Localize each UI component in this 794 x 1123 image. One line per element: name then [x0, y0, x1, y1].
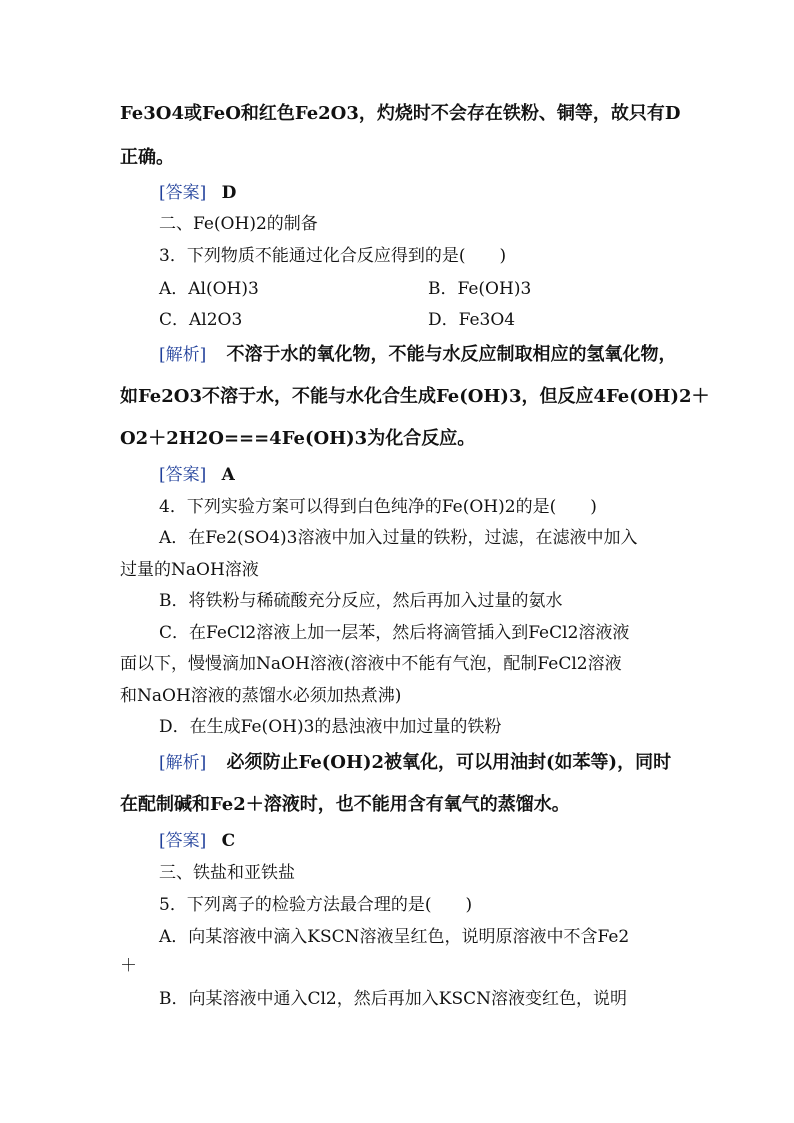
option-d: D．在生成Fe(OH)3的悬浊液中加过量的铁粉 — [159, 717, 502, 737]
option-a-continued: 过量的NaOH溶液 — [120, 560, 259, 580]
analysis-text: O2＋2H2O===4Fe(OH)3为化合反应。 — [120, 428, 476, 449]
option-b: B．将铁粉与稀硫酸充分反应，然后再加入过量的氨水 — [159, 591, 563, 611]
option-a-continued: ＋ — [120, 956, 137, 976]
option-a: A．向某溶液中滴入KSCN溶液呈红色，说明原溶液中不含Fe2 — [159, 927, 630, 947]
answer-line — [159, 464, 235, 486]
option-d: D．Fe3O4 — [428, 310, 516, 330]
analysis-text: 在配制碱和Fe2＋溶液时，也不能用含有氧气的蒸馏水。 — [120, 794, 570, 815]
analysis-tag: [解析] — [159, 753, 207, 773]
section-heading: 二、Fe(OH)2的制备 — [159, 214, 318, 234]
answer-tag: [答案] — [159, 465, 207, 485]
option-b: B．Fe(OH)3 — [428, 279, 532, 299]
question-stem: 5．下列离子的检验方法最合理的是( ) — [159, 895, 473, 915]
analysis-tag: [解析] — [159, 345, 207, 365]
answer-line — [159, 182, 236, 204]
analysis-text: 不溶于水的氧化物，不能与水反应制取相应的氢氧化物， — [226, 344, 677, 365]
analysis-text: 必须防止Fe(OH)2被氧化，可以用油封(如苯等)，同时 — [226, 752, 672, 773]
answer-value: C — [221, 831, 236, 851]
question-stem: 3．下列物质不能通过化合反应得到的是( ) — [159, 246, 507, 266]
answer-value: A — [221, 465, 235, 485]
option-a: A．在Fe2(SO4)3溶液中加入过量的铁粉，过滤，在滤液中加入 — [159, 528, 638, 548]
option-c: C．在FeCl2溶液上加一层苯，然后将滴管插入到FeCl2溶液液 — [159, 623, 630, 643]
option-c: C．Al2O3 — [159, 310, 243, 330]
option-c-continued: 和NaOH溶液的蒸馏水必须加热煮沸) — [120, 686, 402, 706]
option-b: B．向某溶液中通入Cl2，然后再加入KSCN溶液变红色，说明 — [159, 989, 627, 1009]
text-line: Fe3O4或FeO和红色Fe2O3，灼烧时不会存在铁粉、铜等，故只有D — [120, 103, 681, 124]
answer-line — [159, 830, 235, 852]
analysis-line — [159, 344, 677, 366]
answer-tag: [答案] — [159, 831, 207, 851]
option-a: A．Al(OH)3 — [159, 279, 259, 299]
option-c-continued: 面以下，慢慢滴加NaOH溶液(溶液中不能有气泡，配制FeCl2溶液 — [120, 654, 622, 674]
analysis-line — [159, 752, 671, 774]
analysis-text: 如Fe2O3不溶于水，不能与水化合生成Fe(OH)3，但反应4Fe(OH)2＋ — [120, 386, 710, 407]
section-heading: 三、铁盐和亚铁盐 — [159, 863, 295, 883]
answer-tag: [答案] — [159, 183, 207, 203]
question-stem: 4．下列实验方案可以得到白色纯净的Fe(OH)2的是( ) — [159, 497, 597, 517]
answer-value: D — [221, 183, 237, 203]
text-line: 正确。 — [120, 147, 174, 168]
